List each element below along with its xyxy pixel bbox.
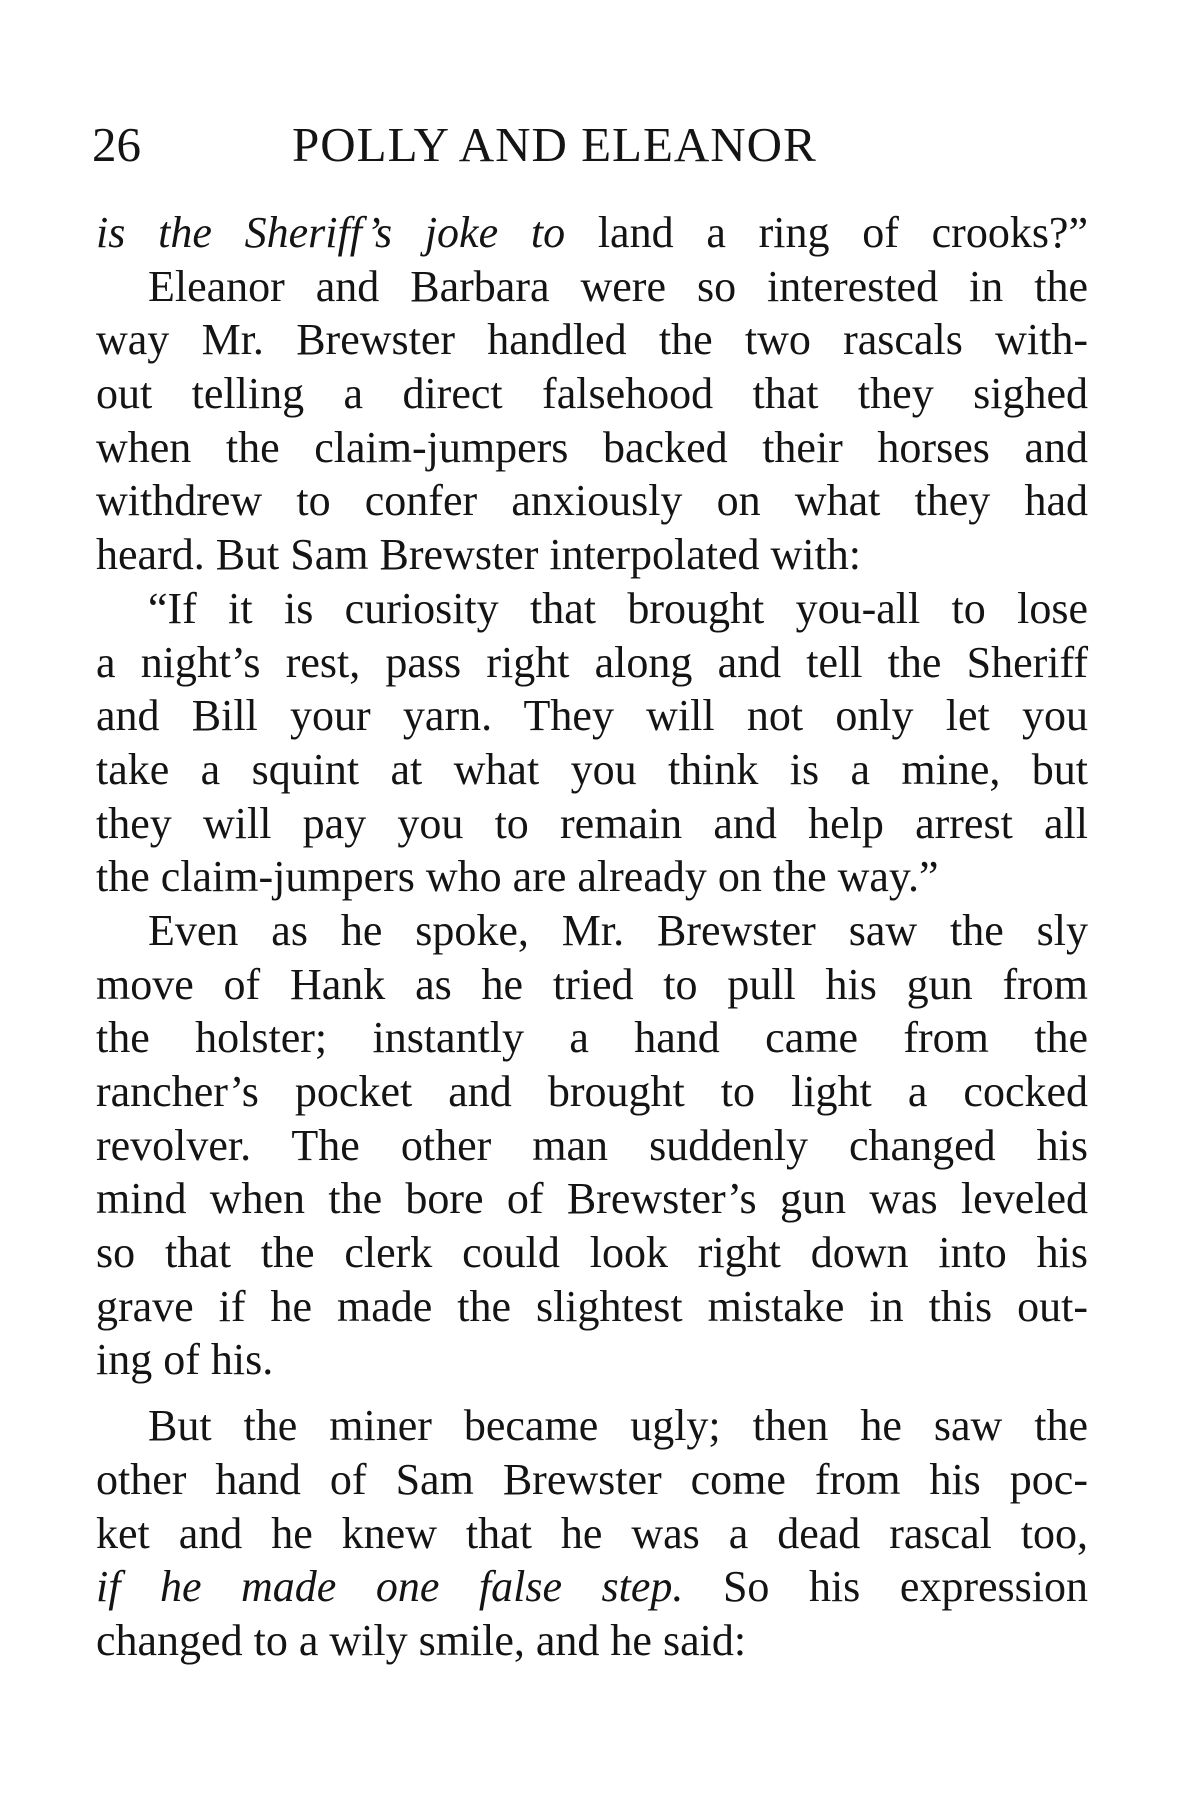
text-line: and Bill your yarn. They will not only let you <box>96 691 1088 741</box>
text-line: take a squint at what you think is a mine, but <box>96 744 1088 794</box>
running-head <box>92 112 1092 178</box>
text-line: a night’s rest, pass right along and tell the Sheriff <box>96 637 1088 687</box>
text-line: mind when the bore of Brewster’s gun was leveled <box>96 1174 1088 1224</box>
text-line: out telling a direct falsehood that they sighed <box>96 369 1088 419</box>
text-line: way Mr. Brewster handled the two rascals with- <box>96 315 1088 365</box>
text-line: when the claim-jumpers backed their horses and <box>96 422 1088 472</box>
paragraph-last-line: ing of his. <box>96 1335 274 1385</box>
text-line: other hand of Sam Brewster come from his poc- <box>96 1454 1088 1504</box>
body-text <box>96 206 1088 1668</box>
paragraph-last-line: heard. But Sam Brewster interpolated with: <box>96 530 861 580</box>
text-line: the holster; instantly a hand came from the <box>96 1013 1088 1063</box>
paragraph-last-line: the claim-jumpers who are already on the way.” <box>96 852 939 902</box>
text-line: grave if he made the slightest mistake in this out- <box>96 1281 1088 1331</box>
text-line: is the Sheriff’s joke to land a ring of crooks?” <box>96 208 1088 257</box>
page-number: 26 <box>92 117 141 172</box>
paragraph-first-line: But the miner became ugly; then he saw the <box>148 1401 1088 1451</box>
paragraph-first-line: “If it is curiosity that brought you-all to lose <box>148 583 1088 633</box>
text-line: they will pay you to remain and help arrest all <box>96 798 1088 848</box>
paragraph-last-line: changed to a wily smile, and he said: <box>96 1615 747 1665</box>
paragraph-first-line: Eleanor and Barbara were so interested in the <box>148 261 1088 311</box>
text-line: if he made one false step. So his expression <box>96 1562 1088 1612</box>
running-title: POLLY AND ELEANOR <box>292 117 817 172</box>
paragraph-first-line: Even as he spoke, Mr. Brewster saw the sly <box>148 905 1088 955</box>
text-line: rancher’s pocket and brought to light a cocked <box>96 1067 1088 1116</box>
text-line: ket and he knew that he was a dead rascal too, <box>96 1508 1088 1558</box>
text-line: withdrew to confer anxiously on what they had <box>96 476 1088 526</box>
text-line: so that the clerk could look right down into his <box>96 1228 1088 1278</box>
text-line: move of Hank as he tried to pull his gun from <box>96 959 1088 1009</box>
text-line: revolver. The other man suddenly changed his <box>96 1120 1088 1170</box>
